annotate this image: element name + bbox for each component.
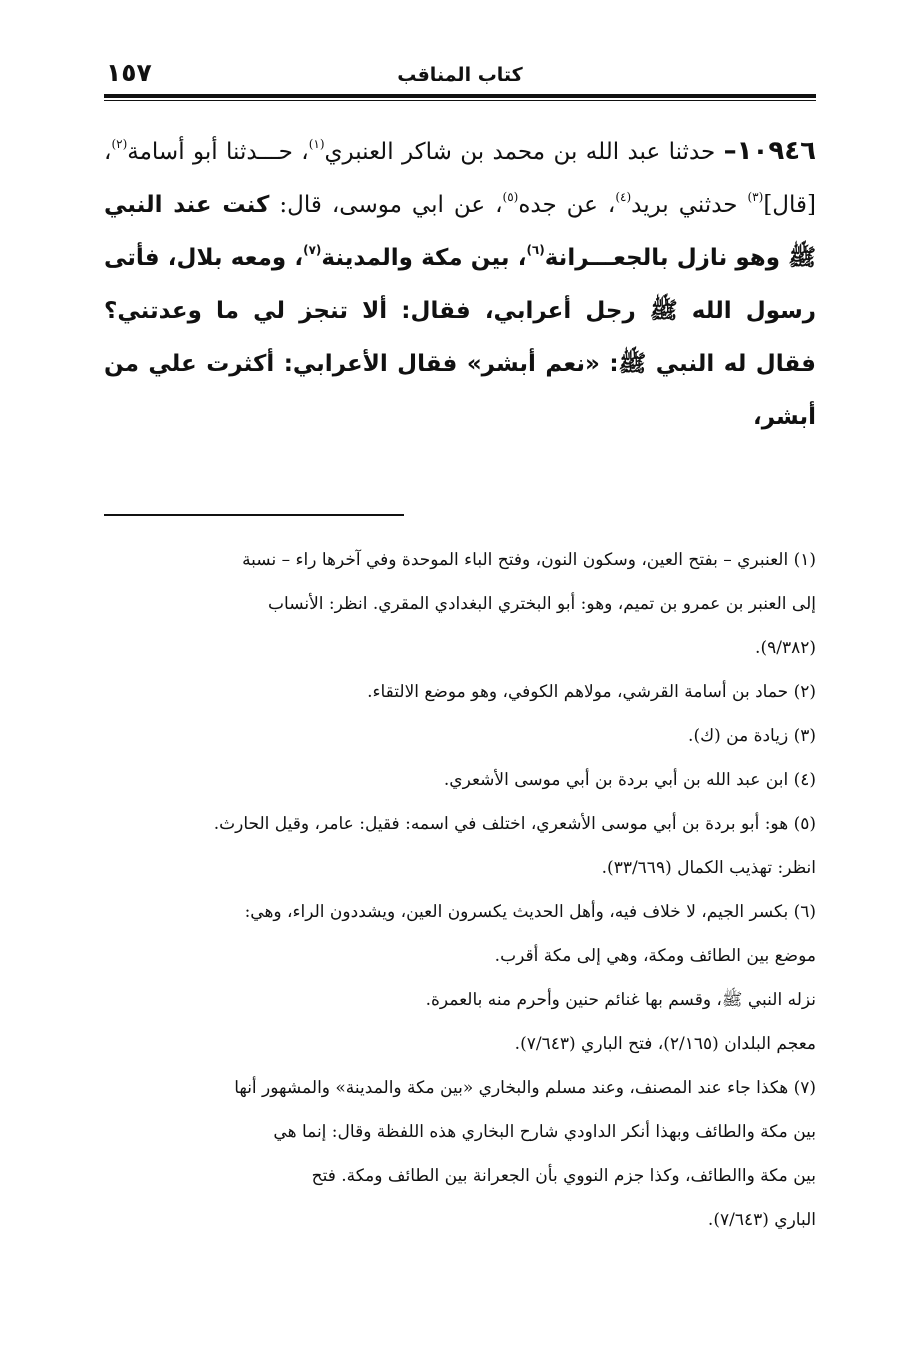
footnote-line: موضع بين الطائف ومكة، وهي إلى مكة أقرب. (494, 946, 816, 966)
page-header (104, 58, 816, 94)
footnote-line: (٢) حماد بن أسامة القرشي، مولاهم الكوفي، وهو موضع الالتقاء. (367, 682, 816, 702)
matn-segment: فقال الأعرابي: أكثرت علي من أبشر، (104, 351, 816, 430)
footnote-ref[interactable]: (٤) (615, 190, 632, 204)
footnote-line: (٥) هو: أبو بردة بن أبي موسى الأشعري، اختلف في اسمه: فقيل: عامر، وقيل الحارث. (213, 814, 816, 834)
footnote-4 (104, 758, 816, 802)
header-rule-thin (104, 100, 816, 101)
footnote-5 (104, 802, 816, 890)
footnote-1 (104, 538, 816, 670)
footnote-line: (٣) زيادة من (ك). (688, 726, 816, 746)
hadith-number: ١٠٩٤٦– (723, 136, 816, 166)
footnote-ref[interactable]: (٥) (502, 190, 519, 204)
footnote-line: (٤) ابن عبد الله بن أبي بردة بن أبي موسى الأشعري. (443, 770, 816, 790)
footnote-line: بين مكة والطائف وبهذا أنكر الداودي شارح البخاري هذه اللفظة وقال: إنما هي (273, 1122, 816, 1142)
isnad-segment: حدثني بريد (631, 192, 748, 218)
footnote-2 (104, 670, 816, 714)
footnote-ref[interactable]: (٣) (747, 190, 764, 204)
footnote-line: إلى العنبر بن عمرو بن تميم، وهو: أبو البختري البغدادي المقري. انظر: الأنساب (268, 594, 816, 614)
prophet-quote: «نعم أبشر» (466, 351, 600, 377)
isnad-segment: ، عن ابي موسى، قال: (269, 192, 503, 218)
footnotes (104, 538, 816, 1242)
footnote-separator (104, 514, 404, 516)
matn-segment: ، ومعه بلال، فأتى رسول الله ﷺ رجل أعرابي، فقال: ألا تنجز لي ما وعدتني؟ فقال له النبي ﷺ: (104, 245, 816, 377)
matn-segment: ، بين مكة والمدينة (321, 245, 527, 271)
footnote-ref[interactable]: (٢) (111, 137, 128, 151)
footnote-ref[interactable]: (٦) (526, 243, 545, 257)
footnote-ref[interactable]: (١) (308, 137, 325, 151)
footnote-line: نزله النبي ﷺ، وقسم بها غنائم حنين وأحرم منه بالعمرة. (425, 990, 816, 1010)
book-title: كتاب المناقب (397, 64, 523, 86)
footnote-7 (104, 1066, 816, 1242)
isnad-segment: ، [قال] (104, 139, 816, 218)
isnad-segment: ، عن جده (518, 192, 616, 218)
footnote-line: (١) العنبري – بفتح العين، وسكون النون، وفتح الباء الموحدة وفي آخرها راء – نسبة (242, 550, 816, 570)
footnote-3 (104, 714, 816, 758)
book-page (104, 58, 816, 1242)
footnote-line: معجم البلدان (٢/١٦٥)، فتح الباري (٧/٦٤٣). (514, 1034, 816, 1054)
isnad-segment: ، حـــدثنا أبو أسامة (127, 139, 309, 165)
hadith-text (104, 125, 816, 444)
footnote-line: (٩/٣٨٢). (755, 638, 816, 658)
footnote-line: (٦) بكسر الجيم، لا خلاف فيه، وأهل الحديث يكسرون العين، ويشددون الراء، وهي: (244, 902, 816, 922)
header-rule-thick (104, 94, 816, 98)
footnote-line: بين مكة واالطائف، وكذا جزم النووي بأن الجعرانة بين الطائف ومكة. فتح (311, 1166, 816, 1186)
footnote-line: انظر: تهذيب الكمال (٣٣/٦٦٩). (601, 858, 816, 878)
isnad-segment: حدثنا عبد الله بن محمد بن شاكر العنبري (324, 139, 724, 165)
footnote-line: الباري (٧/٦٤٣). (707, 1210, 816, 1230)
footnote-6 (104, 890, 816, 1066)
page-number: ١٥٧ (106, 58, 152, 87)
footnote-ref[interactable]: (٧) (303, 243, 322, 257)
footnote-line: (٧) هكذا جاء عند المصنف، وعند مسلم والبخاري «بين مكة والمدينة» والمشهور أنها (234, 1078, 816, 1098)
matn-segment: كنت عند النبي ﷺ وهو نازل بالجعـــرانة (104, 192, 816, 271)
